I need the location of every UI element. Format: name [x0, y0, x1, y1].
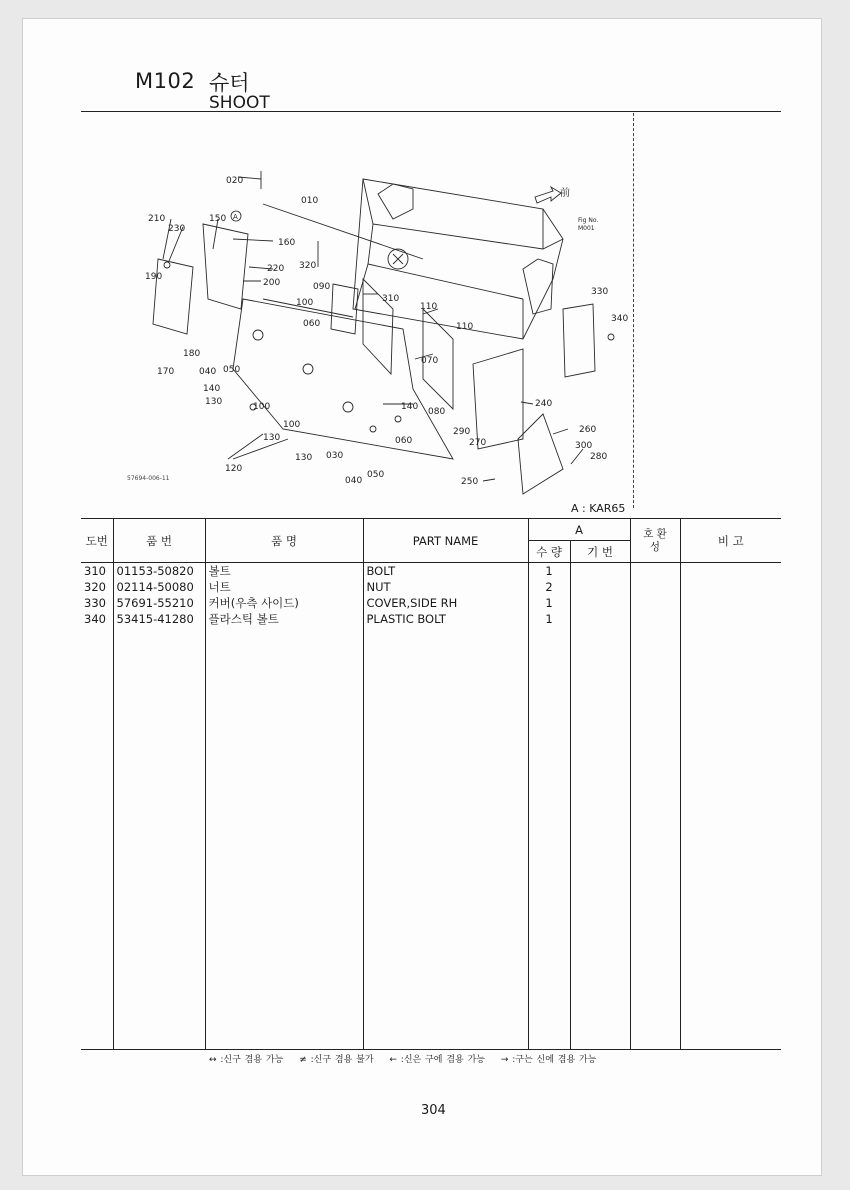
header-part-no: 품 번 — [113, 519, 205, 563]
table-row — [81, 579, 781, 595]
callout-150: 150 — [209, 214, 227, 224]
row-remarks — [680, 579, 781, 595]
callout-160: 160 — [278, 238, 296, 248]
callout-060-a: 060 — [303, 319, 321, 329]
callout-110-b: 110 — [456, 322, 474, 332]
callout-050-a: 050 — [223, 365, 241, 375]
callout-140-b: 140 — [401, 402, 419, 412]
callout-100-b: 100 — [253, 402, 271, 412]
header-name-ko: 품 명 — [205, 519, 363, 563]
callout-080: 080 — [428, 407, 446, 417]
row-remarks — [680, 595, 781, 611]
header-qty: 수 량 — [528, 541, 570, 563]
row-qty: 1 — [528, 611, 570, 627]
row-part-no: 53415-41280 — [113, 611, 205, 627]
row-remarks — [680, 611, 781, 627]
row-no: 320 — [81, 579, 113, 595]
row-no: 340 — [81, 611, 113, 627]
callout-010: 010 — [301, 196, 319, 206]
row-serial — [570, 595, 630, 611]
callout-040-a: 040 — [199, 367, 217, 377]
callout-230: 230 — [168, 224, 186, 234]
callout-070: 070 — [421, 356, 439, 366]
row-interchange — [630, 579, 680, 595]
header-remarks: 비 고 — [680, 519, 781, 563]
row-part-name: PLASTIC BOLT — [363, 611, 528, 627]
callout-290: 290 — [453, 427, 471, 437]
row-part-no: 02114-50080 — [113, 579, 205, 595]
row-part-no: 01153-50820 — [113, 563, 205, 580]
table-row — [81, 611, 781, 627]
callout-130-c: 130 — [295, 453, 313, 463]
row-part-name: BOLT — [363, 563, 528, 580]
row-part-name: COVER,SIDE RH — [363, 595, 528, 611]
table-row — [81, 595, 781, 611]
callout-240: 240 — [535, 399, 553, 409]
legend-old-for-new: → :구는 신에 겸용 가능 — [500, 1055, 597, 1065]
callout-050-b: 050 — [367, 470, 385, 480]
callout-320: 320 — [299, 261, 317, 271]
callout-120: 120 — [225, 464, 243, 474]
row-no: 330 — [81, 595, 113, 611]
callout-190: 190 — [145, 272, 163, 282]
callout-130-b: 130 — [263, 433, 281, 443]
header-serial: 기 번 — [570, 541, 630, 563]
callout-marker-a: A — [233, 213, 238, 221]
model-note: A : KAR65 — [571, 502, 626, 515]
callout-270: 270 — [469, 438, 487, 448]
legend-both-ways: ↔ :신구 겸용 가능 — [209, 1055, 284, 1065]
header-group-a: A — [528, 519, 630, 541]
callout-040-b: 040 — [345, 476, 363, 486]
callout-130-a: 130 — [205, 397, 223, 407]
table-filler-row — [81, 627, 781, 1050]
row-interchange — [630, 611, 680, 627]
callout-030: 030 — [326, 451, 344, 461]
row-serial — [570, 563, 630, 580]
section-title-korean: 슈터 — [209, 71, 250, 95]
header-rule — [81, 111, 781, 112]
section-code: M102 — [135, 69, 196, 93]
interchange-legend — [209, 1052, 608, 1065]
row-serial — [570, 611, 630, 627]
section-title-english: SHOOT — [209, 93, 270, 113]
table-row — [81, 563, 781, 580]
row-interchange — [630, 595, 680, 611]
fig-ref-code: M001 — [578, 225, 595, 232]
row-part-name: NUT — [363, 579, 528, 595]
row-name-ko: 볼트 — [205, 563, 363, 580]
header-part-name: PART NAME — [363, 519, 528, 563]
row-name-ko: 플라스틱 볼트 — [205, 611, 363, 627]
callout-330: 330 — [591, 287, 609, 297]
header-interchange: 호 환 성 — [630, 519, 680, 563]
catalog-page — [22, 18, 822, 1176]
callout-260: 260 — [579, 425, 597, 435]
callout-100-c: 100 — [283, 420, 301, 430]
exploded-parts-diagram — [123, 149, 643, 499]
row-part-no: 57691-55210 — [113, 595, 205, 611]
row-name-ko: 커버(우측 사이드) — [205, 595, 363, 611]
callout-170: 170 — [157, 367, 175, 377]
callout-220: 220 — [267, 264, 285, 274]
callout-210: 210 — [148, 214, 166, 224]
row-name-ko: 너트 — [205, 579, 363, 595]
callout-140-a: 140 — [203, 384, 221, 394]
legend-not-interchangeable: ≠ :신구 겸용 불가 — [299, 1055, 374, 1065]
callout-180: 180 — [183, 349, 201, 359]
row-qty: 1 — [528, 595, 570, 611]
page-number: 304 — [421, 1103, 446, 1118]
callout-100-a: 100 — [296, 298, 314, 308]
callout-020: 020 — [226, 176, 244, 186]
row-qty: 2 — [528, 579, 570, 595]
row-interchange — [630, 563, 680, 580]
front-label: 前 — [560, 188, 570, 199]
callout-200: 200 — [263, 278, 281, 288]
callout-110-a: 110 — [420, 302, 438, 312]
callout-300: 300 — [575, 441, 593, 451]
callout-310: 310 — [382, 294, 400, 304]
figure-code: 57694-006-11 — [127, 475, 170, 482]
row-serial — [570, 579, 630, 595]
row-qty: 1 — [528, 563, 570, 580]
header-no: 도번 — [81, 519, 113, 563]
callout-250: 250 — [461, 477, 479, 487]
fig-ref-label: Fig No. — [578, 217, 599, 224]
callout-060-b: 060 — [395, 436, 413, 446]
row-remarks — [680, 563, 781, 580]
callout-090: 090 — [313, 282, 331, 292]
legend-new-for-old: ← :신은 구에 겸용 가능 — [389, 1055, 485, 1065]
callout-280: 280 — [590, 452, 608, 462]
row-no: 310 — [81, 563, 113, 580]
callout-340: 340 — [611, 314, 629, 324]
parts-table — [81, 518, 781, 1050]
